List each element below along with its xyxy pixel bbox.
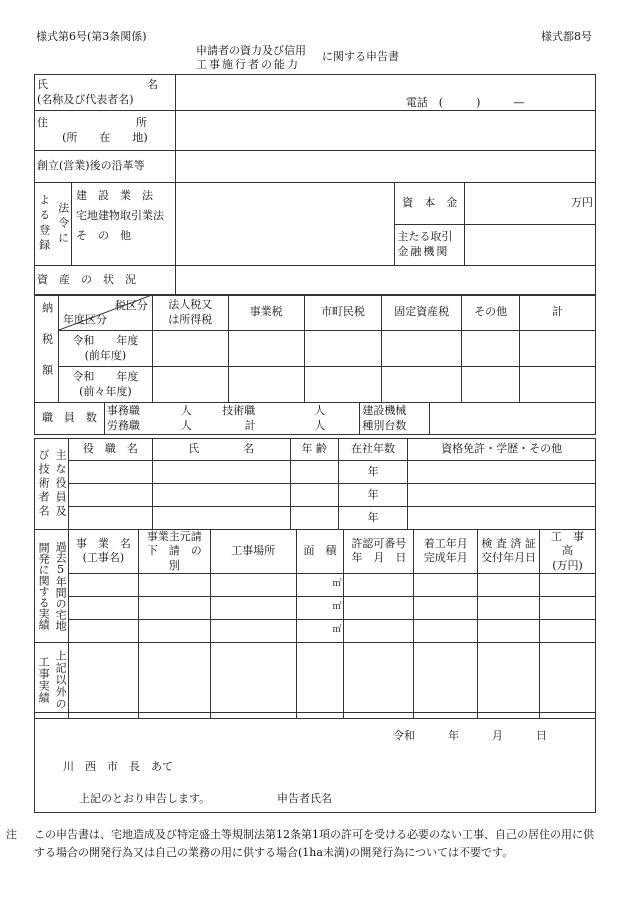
bank-field[interactable] <box>465 224 596 266</box>
registration-side-label-1: よる登録 <box>37 194 51 254</box>
work-area-cell[interactable] <box>296 596 344 619</box>
machine-field[interactable] <box>430 403 596 435</box>
staff-label: 職 員 数 <box>35 403 105 435</box>
registration-construction-law: 建 設 業 法 <box>76 189 153 202</box>
work-cell[interactable] <box>210 619 296 642</box>
addressee: 川 西 市 長 あて <box>63 760 173 773</box>
footnote <box>6 826 604 861</box>
officer-cell[interactable] <box>68 507 152 530</box>
title-line-1: 申請者の資力及び信用 <box>196 44 306 57</box>
work-header-contract <box>138 530 213 574</box>
area-unit: ㎡ <box>332 579 342 590</box>
machine-label-2: 種別台数 <box>362 418 407 432</box>
staff-table <box>34 402 596 435</box>
declaration-date[interactable]: 令和 年 月 日 <box>393 729 547 742</box>
work-header-place: 工事場所 <box>210 530 296 574</box>
staff-tech-label: 技術職 <box>220 403 280 419</box>
work-cell[interactable] <box>478 573 540 596</box>
year-unit: 年 <box>367 464 379 478</box>
footnote-text: この申告書は、宅地造成及び特定盛土等規制法第12条第1項の許可を受ける必要のない工事、自己の居住の用に供する場合の開発行為又は自己の業務の用に供する場合(1ha未満)の開発行為については不要です。 <box>34 828 594 859</box>
bank-label-1: 主たる取引 <box>397 230 453 244</box>
history-label: 創立(営業)後の沿革等 <box>35 151 176 183</box>
area-unit: ㎡ <box>332 602 342 613</box>
bank-label-cell <box>395 224 465 266</box>
other-work-cell[interactable] <box>540 642 596 718</box>
work-cell[interactable] <box>138 573 210 596</box>
tax-col-business: 事業税 <box>228 295 304 331</box>
tax-col-income <box>152 295 228 331</box>
tax-row-prev2-1: 令和 年度 <box>72 370 139 384</box>
year-unit: 年 <box>367 510 379 524</box>
work-header-contract-1: 事業主元請 <box>146 530 202 543</box>
work-cell[interactable] <box>478 596 540 619</box>
tax-cell[interactable] <box>382 331 462 367</box>
tax-corner-cell <box>58 295 152 331</box>
assets-label: 資 産 の 状 況 <box>35 266 176 296</box>
officer-header-title: 役 職 名 <box>68 439 152 461</box>
work-cell[interactable] <box>68 619 138 642</box>
tax-col-other: その他 <box>462 295 520 331</box>
officer-cell[interactable] <box>290 507 338 530</box>
work-header-inspection <box>478 530 540 574</box>
officer-cell[interactable] <box>408 484 596 507</box>
tax-col-total: 計 <box>520 295 596 331</box>
tax-cell[interactable] <box>304 367 382 403</box>
work-cell[interactable] <box>210 596 296 619</box>
staff-total-label: 計 <box>220 419 280 435</box>
work-header-amount-1: 工 事 高 <box>551 530 596 558</box>
work-cell[interactable] <box>138 596 210 619</box>
other-work-cell[interactable] <box>296 642 344 718</box>
bank-label-2: 金融機関 <box>397 244 450 258</box>
work-header-area: 面 積 <box>296 530 344 574</box>
officers-side-cell <box>35 439 69 530</box>
work-header-period <box>414 530 478 574</box>
officer-cell[interactable] <box>408 507 596 530</box>
officer-years-cell[interactable] <box>338 461 408 484</box>
work-area-cell[interactable] <box>296 573 344 596</box>
officer-cell[interactable] <box>152 484 290 507</box>
officer-years-cell[interactable] <box>338 484 408 507</box>
tax-row-prev2-2: (前々年度) <box>79 384 132 398</box>
work-cell[interactable] <box>138 619 210 642</box>
year-unit: 年 <box>367 487 379 501</box>
area-unit: ㎡ <box>332 625 342 636</box>
officer-cell[interactable] <box>68 484 152 507</box>
officer-cell[interactable] <box>152 461 290 484</box>
tax-col-property: 固定資産税 <box>382 295 462 331</box>
work-cell[interactable] <box>344 619 414 642</box>
tax-side-cell <box>35 295 59 403</box>
form-number-right: 様式都8号 <box>541 30 592 43</box>
declaration-table <box>34 712 596 813</box>
staff-labor-label: 労務職 <box>104 419 152 435</box>
machine-label-cell <box>360 403 430 435</box>
officer-cell[interactable] <box>152 507 290 530</box>
work-header-inspection-1: 検 査 済 証 <box>481 537 536 551</box>
work-area-cell[interactable] <box>296 619 344 642</box>
capital-unit: 万円 <box>571 196 593 210</box>
applicant-table <box>34 74 596 296</box>
past-work-side-label-1: 過去5年間の宅地 <box>54 540 68 631</box>
work-header-inspection-2: 交付年月日 <box>481 551 537 565</box>
declaration-cell <box>35 713 596 813</box>
staff-office-label: 事務職 <box>104 403 152 419</box>
tax-table <box>34 294 596 403</box>
registration-real-estate-law: 宅地建物取引業法 <box>76 208 164 222</box>
title-line-2: 工事施行者の能力 <box>196 58 300 71</box>
other-work-cell[interactable] <box>138 642 210 718</box>
past-work-side-cell <box>35 530 69 643</box>
officers-table <box>34 438 596 530</box>
tax-col-income-2: は所得税 <box>168 312 213 326</box>
other-work-side-label-1: 上記以外の <box>54 650 68 711</box>
work-cell[interactable] <box>210 573 296 596</box>
address-label: 住 所 <box>37 116 147 130</box>
applicant-name-label: 申告者氏名 <box>277 792 332 805</box>
title-suffix: に関する申告書 <box>322 50 399 63</box>
tax-corner-top: 税区分 <box>114 299 148 312</box>
tax-corner-bottom: 年度区分 <box>62 312 107 326</box>
work-cell[interactable] <box>344 573 414 596</box>
other-work-side-label-2: 工事実績 <box>37 656 51 705</box>
other-work-cell[interactable] <box>210 642 296 718</box>
work-cell[interactable] <box>68 596 138 619</box>
work-header-permit <box>344 530 414 574</box>
work-header-period-2: 完成年月 <box>423 551 468 565</box>
work-header-period-1: 着工年月 <box>423 537 468 551</box>
tax-col-municipal: 市町民税 <box>304 295 382 331</box>
tax-cell[interactable] <box>152 331 228 367</box>
work-cell[interactable] <box>414 573 478 596</box>
work-cell[interactable] <box>540 596 596 619</box>
other-work-cell[interactable] <box>344 642 414 718</box>
officer-header-age: 年 齢 <box>290 439 338 461</box>
staff-office-unit: 人 <box>152 403 220 419</box>
address-field[interactable] <box>175 111 595 151</box>
address-label-cell <box>35 111 176 151</box>
officer-header-name: 氏 名 <box>152 439 290 461</box>
officers-side-label-2: び技術者名 <box>37 449 51 519</box>
work-cell[interactable] <box>414 619 478 642</box>
tax-cell[interactable] <box>152 367 228 403</box>
work-cell[interactable] <box>68 573 138 596</box>
officer-cell[interactable] <box>290 484 338 507</box>
officer-header-years: 在社年数 <box>338 439 408 461</box>
other-work-side-cell <box>35 642 69 718</box>
work-table <box>34 529 596 719</box>
other-work-cell[interactable] <box>478 642 540 718</box>
work-header-amount <box>540 530 596 574</box>
work-header-permit-1: 許認可番号 <box>351 537 407 551</box>
work-cell[interactable] <box>540 619 596 642</box>
work-cell[interactable] <box>344 596 414 619</box>
address-sublabel: (所 在 地) <box>62 130 148 144</box>
staff-tech-unit: 人 <box>280 403 360 419</box>
other-work-cell[interactable] <box>68 642 138 718</box>
officers-side-label-1: 主な役員及 <box>54 449 68 519</box>
officer-cell[interactable] <box>290 461 338 484</box>
capital-label: 資 本 金 <box>395 183 465 225</box>
tax-cell[interactable] <box>228 367 304 403</box>
capital-field[interactable] <box>465 183 596 225</box>
tax-row-prev2-label <box>58 367 152 403</box>
name-label: 氏 名 <box>37 78 158 92</box>
registration-side-label-2: 法令に <box>56 201 70 247</box>
tax-cell[interactable] <box>520 331 596 367</box>
tax-cell[interactable] <box>462 367 520 403</box>
registration-field[interactable] <box>175 183 395 266</box>
work-header-project-1: 事 業 名 <box>75 537 131 551</box>
tax-col-income-1: 法人税又 <box>168 298 213 312</box>
form-number: 様式第6号(第3条関係) <box>36 30 147 43</box>
officer-header-qual: 資格免許・学歴・その他 <box>408 439 596 461</box>
tax-side-label: 納税額 <box>40 302 54 395</box>
phone-label: 電話 ( ) — <box>405 95 525 109</box>
officer-cell[interactable] <box>68 461 152 484</box>
tax-cell[interactable] <box>382 367 462 403</box>
machine-label-1: 建設機械 <box>362 404 407 418</box>
work-header-permit-2: 年 月 日 <box>351 551 407 565</box>
registration-label-cell <box>35 183 176 266</box>
history-field[interactable] <box>175 151 595 183</box>
tax-row-prev-2: (前年度) <box>84 348 127 362</box>
assets-field[interactable] <box>175 266 595 296</box>
staff-total-unit: 人 <box>280 419 360 435</box>
work-cell[interactable] <box>540 573 596 596</box>
tax-cell[interactable] <box>462 331 520 367</box>
declaration-text: 上記のとおり申告します。 <box>79 792 211 805</box>
other-work-cell[interactable] <box>414 642 478 718</box>
name-field[interactable] <box>175 75 595 111</box>
officer-cell[interactable] <box>408 461 596 484</box>
work-header-project <box>68 530 138 574</box>
name-sublabel: (名称及び代表者名) <box>37 92 134 106</box>
work-header-contract-2: 下 請 の 別 <box>146 544 213 572</box>
work-header-project-2: (工事名) <box>82 551 125 565</box>
registration-other: そ の 他 <box>76 228 131 242</box>
work-cell[interactable] <box>414 596 478 619</box>
tax-cell[interactable] <box>520 367 596 403</box>
tax-cell[interactable] <box>304 331 382 367</box>
past-work-side-label-2: 開発に関する実績 <box>37 541 51 630</box>
tax-cell[interactable] <box>228 331 304 367</box>
footnote-label: 注 <box>6 828 17 841</box>
tax-row-prev-label <box>58 331 152 367</box>
officer-years-cell[interactable] <box>338 507 408 530</box>
work-header-amount-2: (万円) <box>552 558 583 572</box>
name-label-cell <box>35 75 176 111</box>
work-cell[interactable] <box>478 619 540 642</box>
tax-row-prev-1: 令和 年度 <box>72 334 139 348</box>
staff-labor-unit: 人 <box>152 419 220 435</box>
